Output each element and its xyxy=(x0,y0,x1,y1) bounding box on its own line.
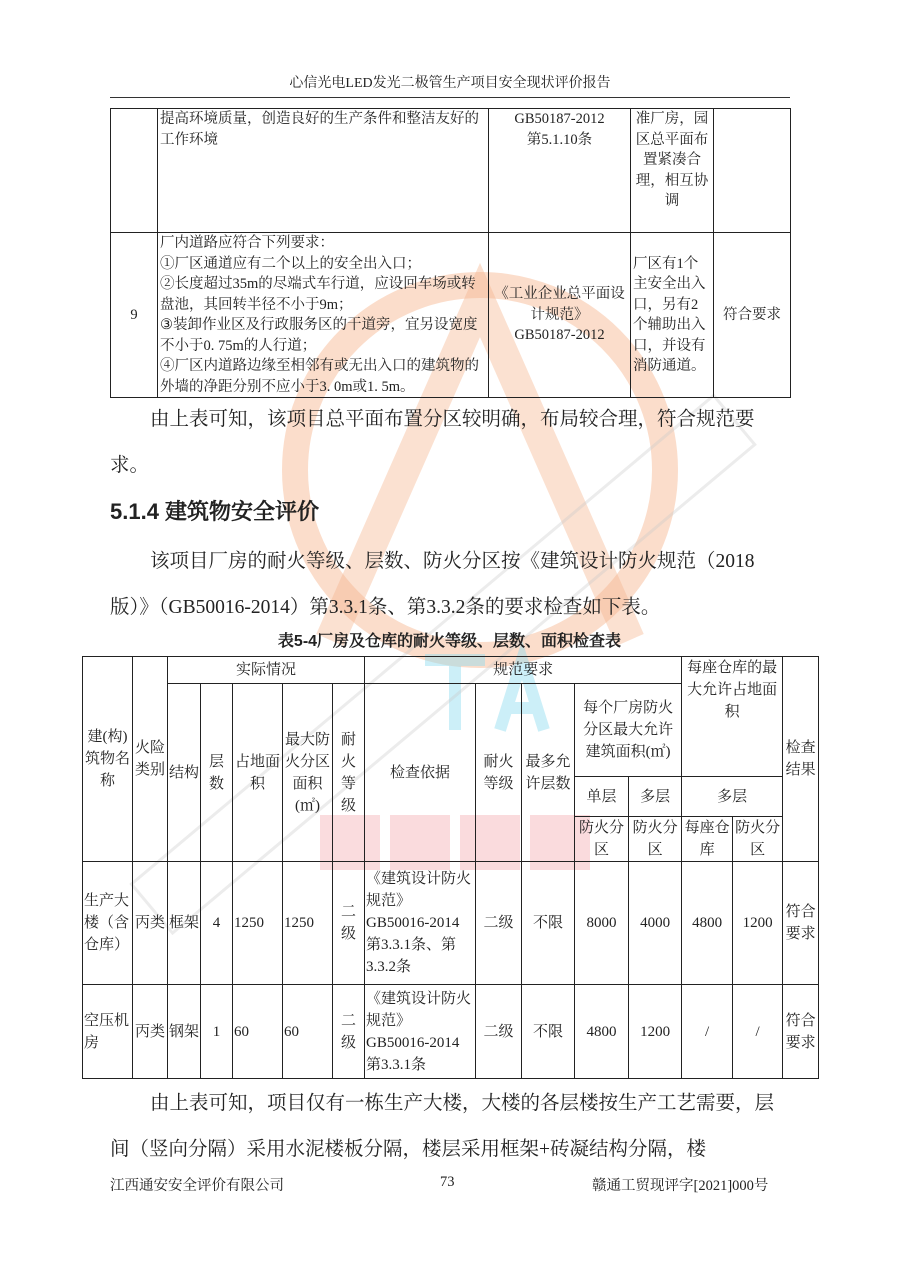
cell-multi: 1200 xyxy=(629,985,682,1079)
header-name: 建(构)筑物名称 xyxy=(83,657,133,862)
header-area: 占地面积 xyxy=(233,684,283,862)
cell-spec-grade: 二级 xyxy=(476,985,522,1079)
header-single: 单层 xyxy=(575,777,629,817)
table-row xyxy=(111,109,791,233)
header-multi: 多层 xyxy=(629,777,682,817)
header-warehouse: 每座仓库的最大允许占地面积 xyxy=(682,657,783,777)
header-spec: 规范要求 xyxy=(365,657,682,684)
header-plant-zone: 每个厂房防火分区最大允许建筑面积(㎡) xyxy=(575,684,682,777)
fire-rating-table xyxy=(82,656,819,1079)
header-zone: 防火分区 xyxy=(733,817,783,862)
row-number xyxy=(111,109,158,233)
cell-per-wh: / xyxy=(682,985,733,1079)
cell-per-wh: 4800 xyxy=(682,862,733,985)
cell-max-floors: 不限 xyxy=(522,985,575,1079)
table-caption: 表5-4厂房及仓库的耐火等级、层数、面积检查表 xyxy=(277,633,622,650)
basis-cell: GB50187-2012 第5.1.10条 xyxy=(489,109,631,233)
actual-cell: 准厂房，园区总平面布置紧凑合理，相互协调 xyxy=(631,109,714,233)
cell-single: 8000 xyxy=(575,862,629,985)
result-cell xyxy=(714,109,791,233)
header-floors: 层数 xyxy=(201,684,233,862)
cell-area: 1250 xyxy=(233,862,283,985)
header-spec-grade: 耐火等级 xyxy=(476,684,522,862)
basis-cell: 《工业企业总平面设计规范》 GB50187-2012 xyxy=(489,233,631,398)
running-header: 心信光电LED发光二极管生产项目安全现状评价报告 xyxy=(289,76,611,91)
cell-structure: 钢架 xyxy=(168,985,201,1079)
paragraph: 该项目厂房的耐火等级、层数、防火分区按《建筑设计防火规范（2018版）》（GB50016-2014）第3.3.1条、第3.3.2条的要求检查如下表。 xyxy=(110,551,755,618)
cell-floors: 4 xyxy=(201,862,233,985)
page-number: 73 xyxy=(440,1174,455,1190)
cell-hazard: 丙类 xyxy=(133,862,168,985)
cell-multi: 4000 xyxy=(629,862,682,985)
cell-fire-grade: 二级 xyxy=(333,985,365,1079)
header-max-floors: 最多允许层数 xyxy=(522,684,575,862)
header-structure: 结构 xyxy=(168,684,201,862)
actual-cell: 厂区有1个主安全出入口，另有2个辅助出入口，并设有消防通道。 xyxy=(631,233,714,398)
row-number: 9 xyxy=(111,233,158,398)
cell-result: 符合要求 xyxy=(783,985,819,1079)
cell-max-floors: 不限 xyxy=(522,862,575,985)
cell-wh-zone: 1200 xyxy=(733,862,783,985)
cell-max-zone: 1250 xyxy=(283,862,333,985)
header-multi-wh: 多层 xyxy=(682,777,783,817)
header-max-zone: 最大防火分区面积(㎡) xyxy=(283,684,333,862)
cell-wh-zone: / xyxy=(733,985,783,1079)
cell-single: 4800 xyxy=(575,985,629,1079)
compliance-table xyxy=(110,108,791,398)
header-zone: 防火分区 xyxy=(575,817,629,862)
cell-max-zone: 60 xyxy=(283,985,333,1079)
cell-area: 60 xyxy=(233,985,283,1079)
table-row xyxy=(83,862,819,985)
doc-number: 赣通工贸现评字[2021]000号 xyxy=(592,1178,769,1194)
header-hazard: 火险类别 xyxy=(133,657,168,862)
cell-spec-grade: 二级 xyxy=(476,862,522,985)
cell-name: 生产大楼（含仓库） xyxy=(83,862,133,985)
cell-floors: 1 xyxy=(201,985,233,1079)
header-rule xyxy=(110,97,790,98)
header-per-warehouse: 每座仓库 xyxy=(682,817,733,862)
table-row xyxy=(83,985,819,1079)
paragraph: 由上表可知，项目仅有一栋生产大楼，大楼的各层楼按生产工艺需要，层间（竖向分隔）采用水泥楼板分隔，楼层采用框架+砖凝结构分隔，楼 xyxy=(110,1093,775,1160)
cell-basis: 《建筑设计防火规范》GB50016-2014第3.3.1条 xyxy=(365,985,476,1079)
cell-name: 空压机房 xyxy=(83,985,133,1079)
paragraph: 由上表可知，该项目总平面布置分区较明确，布局较合理，符合规范要求。 xyxy=(110,409,755,476)
cell-hazard: 丙类 xyxy=(133,985,168,1079)
header-zone: 防火分区 xyxy=(629,817,682,862)
table-row xyxy=(111,233,791,398)
cell-fire-grade: 二级 xyxy=(333,862,365,985)
section-heading: 5.1.4 建筑物安全评价 xyxy=(110,499,320,524)
cell-structure: 框架 xyxy=(168,862,201,985)
requirement-cell: 提高环境质量，创造良好的生产条件和整洁友好的工作环境 xyxy=(158,109,489,233)
header-basis: 检查依据 xyxy=(365,684,476,862)
cell-basis: 《建筑设计防火规范》GB50016-2014第3.3.1条、第3.3.2条 xyxy=(365,862,476,985)
header-actual: 实际情况 xyxy=(168,657,365,684)
cell-result: 符合要求 xyxy=(783,862,819,985)
requirement-cell: 厂内道路应符合下列要求： ①厂区通道应有二个以上的安全出入口； ②长度超过35m的尽端式车行道，应设回车场或转盘池，其回转半径不小于9m； ③装卸作业区及行政服务区的干道旁，宜另设宽度不小于0. 75m的人行道； ④厂区内道路边缘至相邻有或无出入口的建筑物的外墙的净距分别不应小于3. 0m或1. 5m。 xyxy=(158,233,489,398)
result-cell: 符合要求 xyxy=(714,233,791,398)
header-fire-grade: 耐火等级 xyxy=(333,684,365,862)
header-result: 检查结果 xyxy=(783,657,819,862)
footer-company: 江西通安安全评价有限公司 xyxy=(110,1178,284,1194)
